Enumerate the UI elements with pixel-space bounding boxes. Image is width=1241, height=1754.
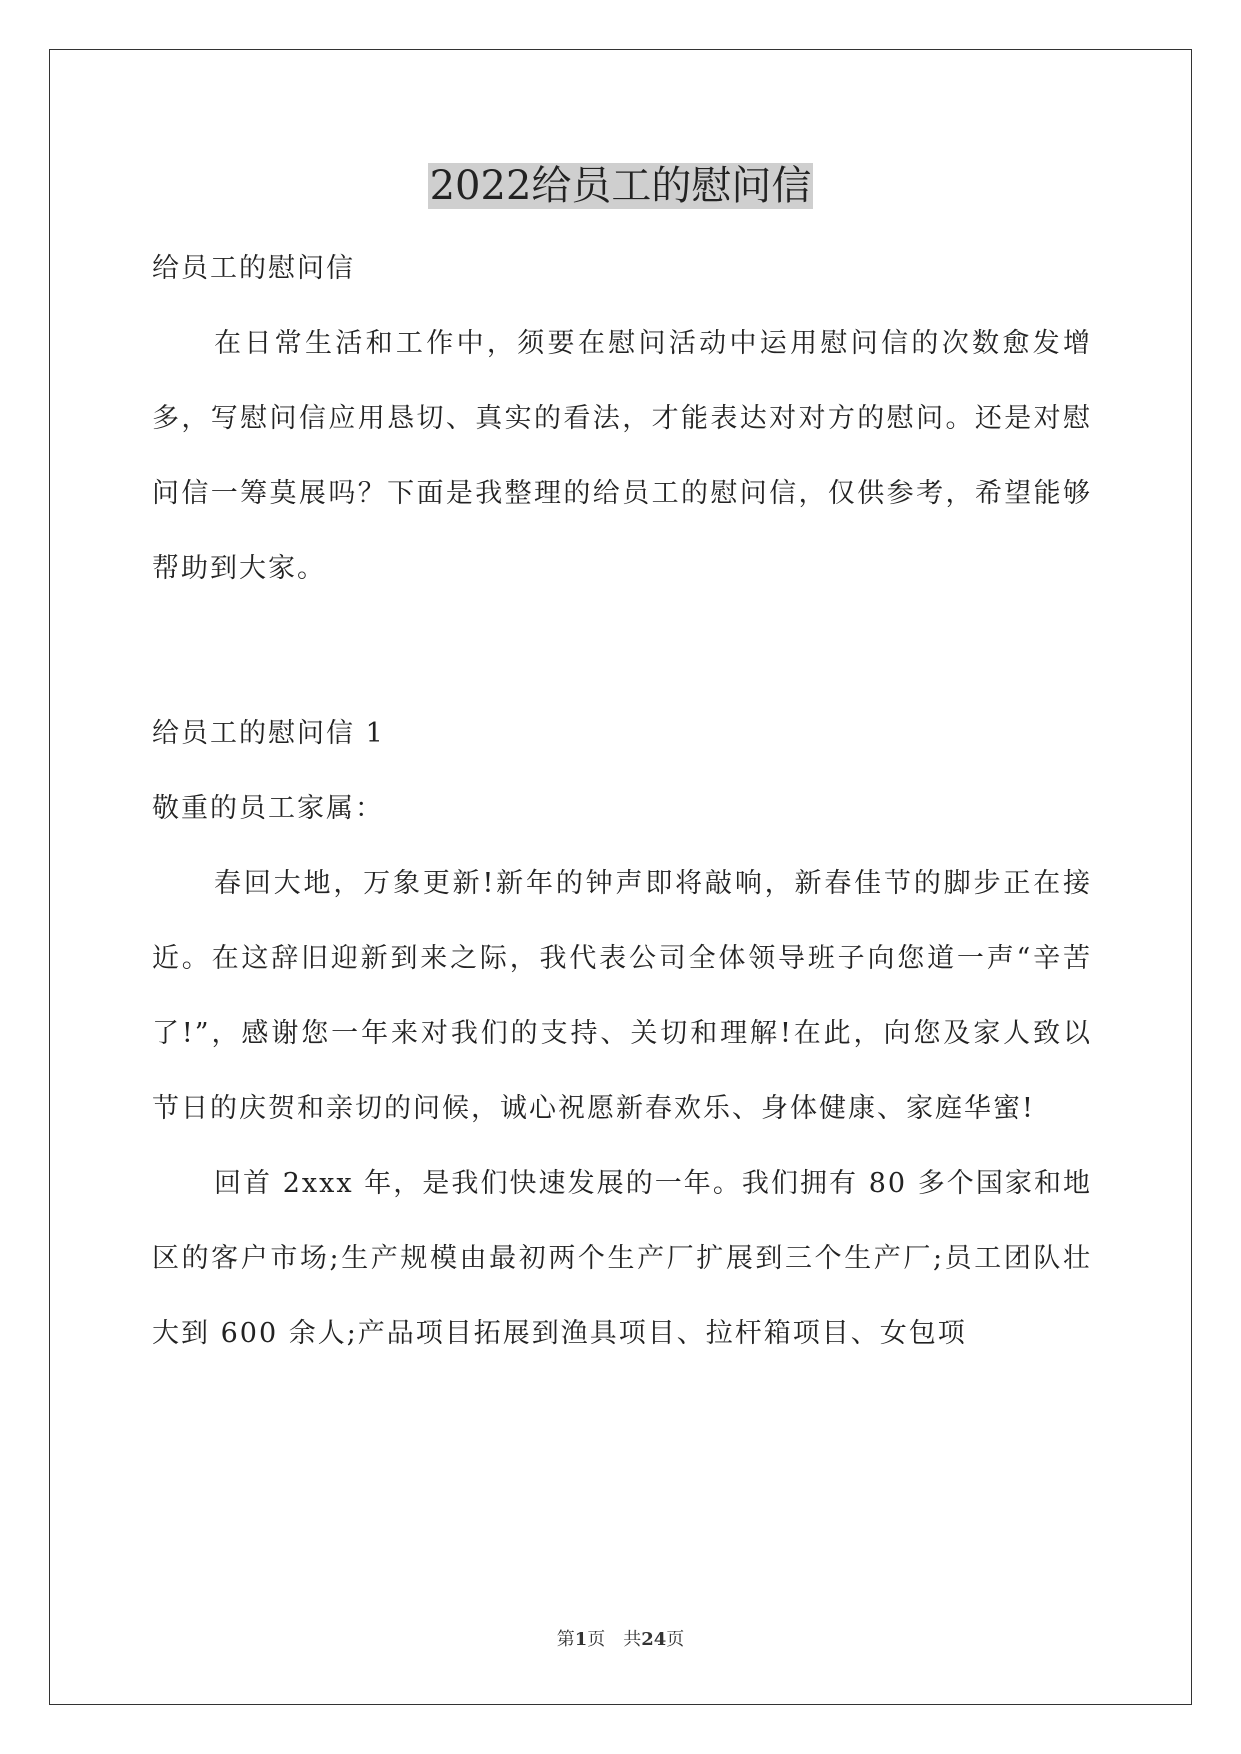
total-pages-number: 24 [641, 1629, 667, 1650]
current-page-number: 1 [574, 1629, 588, 1650]
letter-paragraph-1: 春回大地，万象更新!新年的钟声即将敲响，新春佳节的脚步正在接近。在这辞旧迎新到来之际，我代表公司全体领导班子向您道一声“辛苦了!”，感谢您一年来对我们的支持、关切和理解!在此，向您及家人致以节日的庆贺和亲切的问候，诚心祝愿新春欢乐、身体健康、家庭华蜜! [152, 868, 1092, 1124]
blank-line [152, 606, 1092, 696]
page-label-prefix: 第 [556, 1629, 575, 1650]
salutation: 敬重的员工家属： [152, 793, 384, 824]
section-heading: 给员工的慰问信 1 [152, 718, 385, 749]
total-label-prefix: 共 [623, 1629, 642, 1650]
document-title [0, 158, 1241, 214]
intro-paragraph: 在日常生活和工作中，须要在慰问活动中运用慰问信的次数愈发增多，写慰问信应用恳切、真实的看法，才能表达对对方的慰问。还是对慰问信一筹莫展吗？下面是我整理的给员工的慰问信，仅供参考，希望能够帮助到大家。 [152, 328, 1092, 584]
total-label-suffix: 页 [666, 1629, 685, 1650]
letter-paragraph-2: 回首 2xxx 年，是我们快速发展的一年。我们拥有 80 多个国家和地区的客户市场;生产规模由最初两个生产厂扩展到三个生产厂;员工团队壮大到 600 余人;产品项目拓展到渔具项目、拉杆箱项目、女包项 [152, 1168, 1092, 1349]
page-label-suffix: 页 [587, 1629, 606, 1650]
document-body [152, 231, 1092, 1371]
page-footer [0, 1628, 1241, 1652]
document-title-text: 2022给员工的慰问信 [429, 163, 812, 209]
document-subtitle: 给员工的慰问信 [152, 253, 355, 284]
